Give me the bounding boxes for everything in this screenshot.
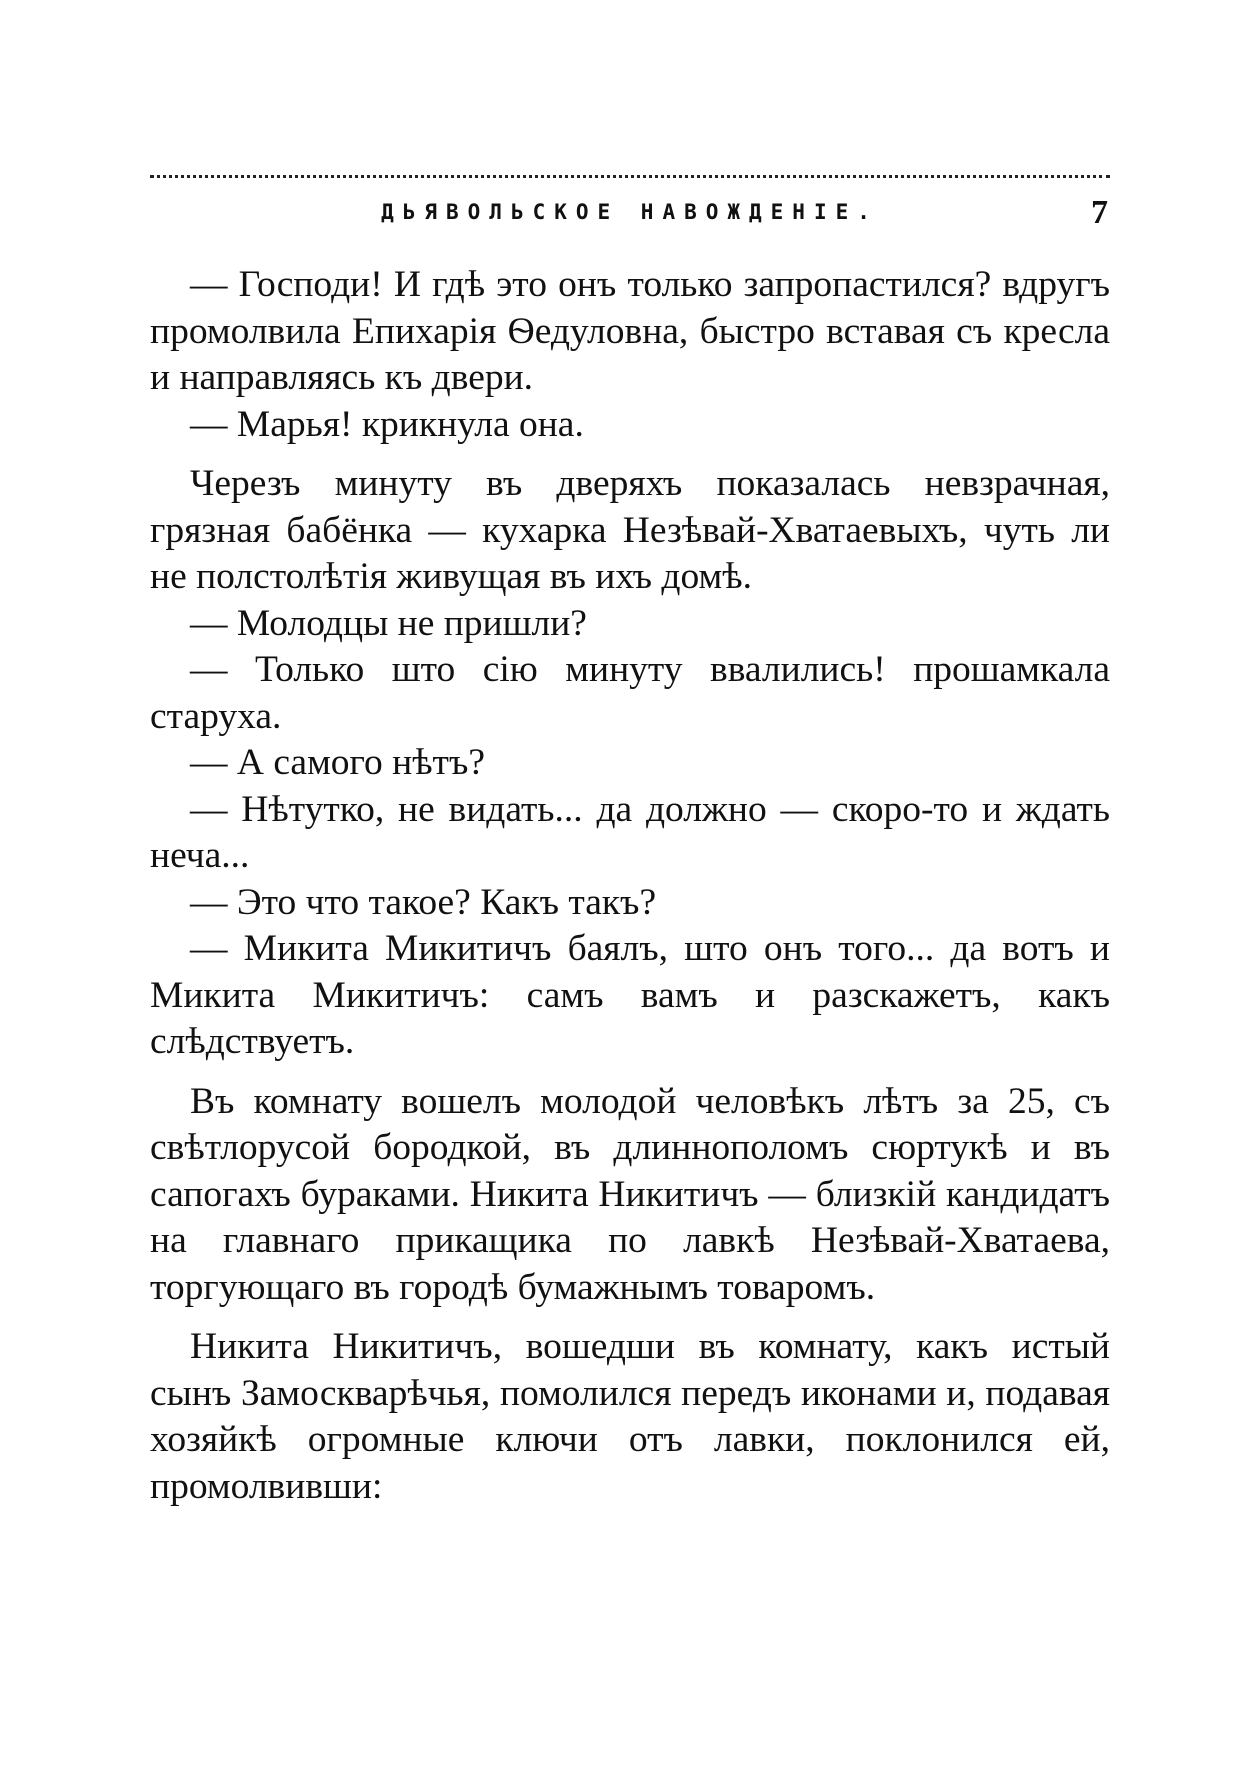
paragraph: — Нѣтутко, не видать... да должно — скоро-то и ждать неча...	[150, 788, 1110, 876]
paragraph: — Только што сію минуту ввалились! прошамкала старуха.	[150, 649, 1110, 737]
book-page	[150, 175, 1110, 1510]
paragraph: — Марья! крикнула она.	[190, 403, 584, 445]
header-rule	[150, 175, 1110, 178]
body-text	[150, 262, 1110, 1510]
page-header	[150, 194, 1110, 246]
paragraph: — Это что такое? Какъ такъ?	[190, 881, 657, 923]
paragraph: Черезъ минуту въ дверяхъ показалась невзрачная, грязная бабёнка — кухарка Незѣвай-Хватаевыхъ, чуть ли не полстолѣтія живущая въ ихъ домѣ.	[150, 463, 1110, 597]
paragraph: Въ комнату вошелъ молодой человѣкъ лѣтъ за 25, съ свѣтлорусой бородкой, въ длиннополомъ сюртукѣ и въ сапогахъ бураками. Никита Никитичъ — близкій кандидатъ на главнаго прикащика по лавкѣ Незѣвай-Хватаева, торгующаго въ городѣ бумажнымъ товаромъ.	[150, 1080, 1110, 1308]
page-number: 7	[1091, 194, 1108, 231]
paragraph: Никита Никитичъ, вошедши въ комнату, какъ истый сынъ Замоскварѣчья, помолился передъ иконами и, подавая хозяйкѣ огромные ключи отъ лавки, поклонился ей, промолвивши:	[150, 1326, 1110, 1507]
paragraph: — Микита Микитичъ баялъ, што онъ того... да вотъ и Микита Микитичъ: самъ вамъ и разскажетъ, какъ слѣдствуетъ.	[150, 928, 1110, 1062]
paragraph: — А самого нѣтъ?	[190, 742, 485, 783]
paragraph: — Господи! И гдѣ это онъ только запропастился? вдругъ промолвила Епихарія Ѳедуловна, быстро вставая съ кресла и направляясь къ двери.	[150, 264, 1110, 398]
running-title: ДЬЯВОЛЬСКОЕ НАВОЖДЕНІЕ.	[381, 200, 879, 224]
paragraph: — Молодцы не пришли?	[190, 602, 587, 644]
